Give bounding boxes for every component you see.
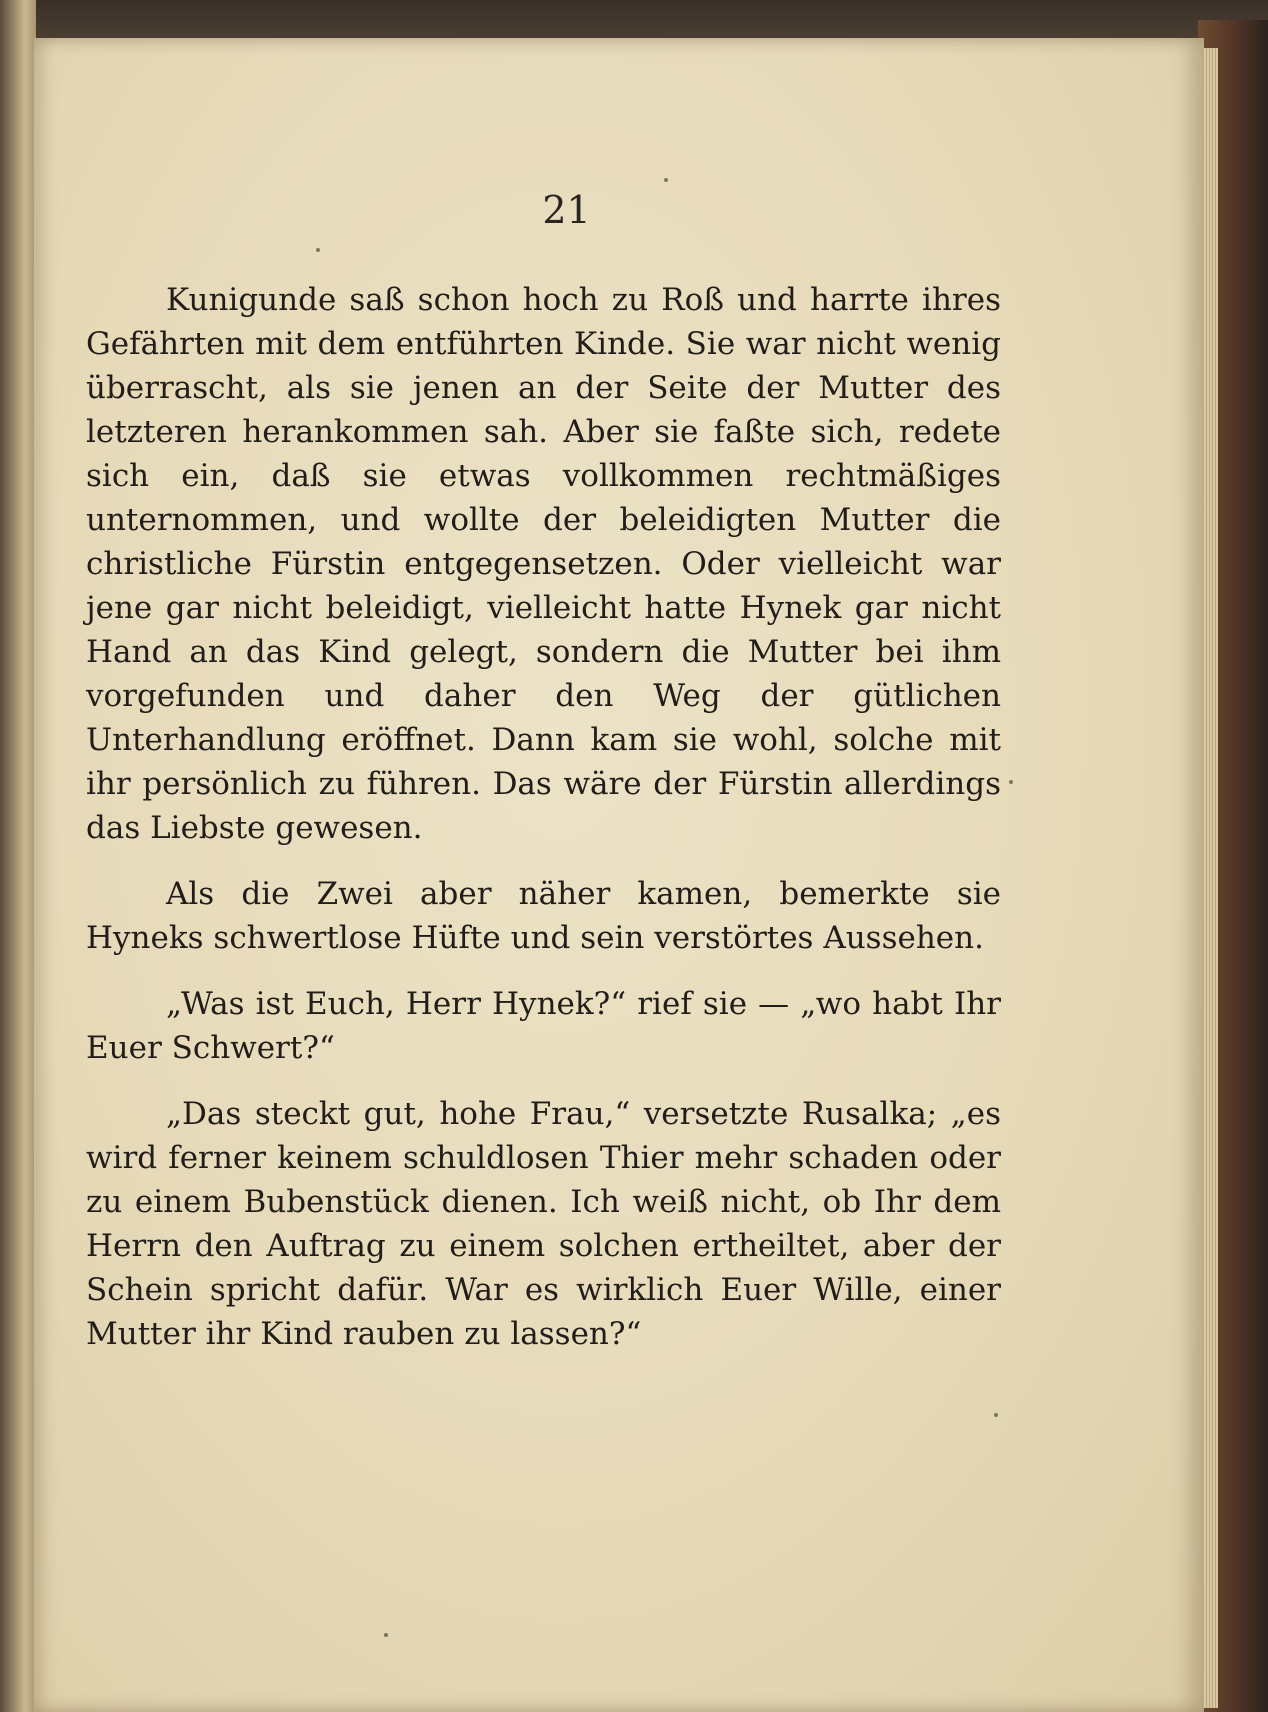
page-stack-edges [1204, 48, 1218, 1708]
page-number: 21 [542, 188, 591, 232]
paper-speck [384, 1633, 388, 1637]
book-spine-edge [0, 0, 36, 1712]
paper-speck [1009, 780, 1013, 784]
paper-speck [994, 1413, 998, 1417]
paper-speck [316, 248, 320, 252]
paragraph-1: Kunigunde saß schon hoch zu Roß und harrte ihres Gefährten mit dem entführten Kinde. Sie war nicht wenig überrascht, als sie jenen an der Seite der Mutter des letzteren herankommen sah. Aber sie faßte sich, redete sich ein, daß sie etwas vollkommen rechtmäßiges unternommen, und wollte der beleidigten Mutter die christliche Fürstin entgegensetzen. Oder vielleicht war jene gar nicht beleidigt, vielleicht hatte Hynek gar nicht Hand an das Kind gelegt, sondern die Mutter bei ihm vorgefunden und daher den Weg der gütlichen Unterhandlung eröffnet. Dann kam sie wohl, solche mit ihr persönlich zu führen. Das wäre der Fürstin allerdings das Liebste gewesen. [86, 282, 1001, 846]
paper-speck [664, 178, 668, 182]
paragraph-4: „Das steckt gut, hohe Frau,“ versetzte Rusalka; „es wird ferner keinem schuldlosen Thier mehr schaden oder zu einem Bubenstück dienen. Ich weiß nicht, ob Ihr dem Herrn den Auftrag zu einem solchen ertheiltet, aber der Schein spricht dafür. War es wirklich Euer Wille, einer Mutter ihr Kind rauben zu lassen?“ [86, 1096, 1001, 1352]
book-top-edge [0, 0, 1268, 40]
page-text [86, 278, 1001, 1378]
paragraph-2: Als die Zwei aber näher kamen, bemerkte sie Hyneks schwertlose Hüfte und sein verstörtes Aussehen. [86, 876, 1001, 956]
paragraph-3: „Was ist Euch, Herr Hynek?“ rief sie — „wo habt Ihr Euer Schwert?“ [86, 986, 1001, 1066]
book-page [34, 38, 1204, 1712]
